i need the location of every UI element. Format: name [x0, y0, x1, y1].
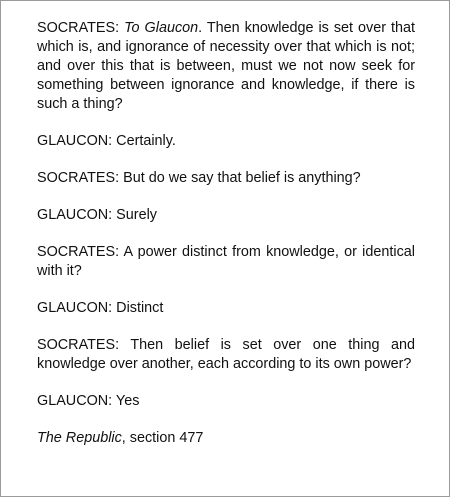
citation-title: The Republic [37, 430, 122, 446]
dialogue-paragraph-2 [37, 132, 415, 151]
dialogue-line: Certainly. [116, 133, 176, 149]
stage-direction: To Glaucon [124, 20, 199, 36]
dialogue-line: Yes [115, 393, 140, 409]
speaker-label: GLAUCON: [37, 300, 113, 316]
dialogue-paragraph-4 [37, 206, 415, 225]
speaker-label: GLAUCON: [37, 393, 113, 409]
dialogue-paragraph-8 [37, 392, 415, 411]
dialogue-line: Then belief is set over one thing and knowledge over another, each according to its own power? [37, 337, 415, 372]
speaker-label: SOCRATES: [37, 244, 120, 260]
speaker-label: SOCRATES: [37, 170, 120, 186]
dialogue-line: But do we say that belief is anything? [123, 170, 361, 186]
dialogue-paragraph-6 [37, 299, 415, 318]
dialogue-paragraph-5 [37, 243, 415, 281]
citation-section: , section 477 [121, 430, 204, 446]
dialogue-paragraph-7 [37, 336, 415, 374]
speaker-label: SOCRATES: [37, 20, 120, 36]
dialogue-line: Surely [116, 207, 157, 223]
dialogue-line: . Then knowledge is set over that which is, and ignorance of necessity over that which is not; and over this that is between, must we not now seek for something between ignorance and knowledge, if there is such a thing? [37, 20, 416, 112]
dialogue-paragraph-1 [37, 19, 415, 114]
citation [37, 429, 415, 448]
speaker-label: SOCRATES: [37, 337, 120, 353]
speaker-label: GLAUCON: [37, 133, 113, 149]
dialogue-line: Distinct [116, 300, 164, 316]
dialogue-text [37, 19, 415, 448]
dialogue-paragraph-3 [37, 169, 415, 188]
speaker-label: GLAUCON: [37, 207, 113, 223]
dialogue-line: A power distinct from knowledge, or identical with it? [37, 244, 415, 279]
